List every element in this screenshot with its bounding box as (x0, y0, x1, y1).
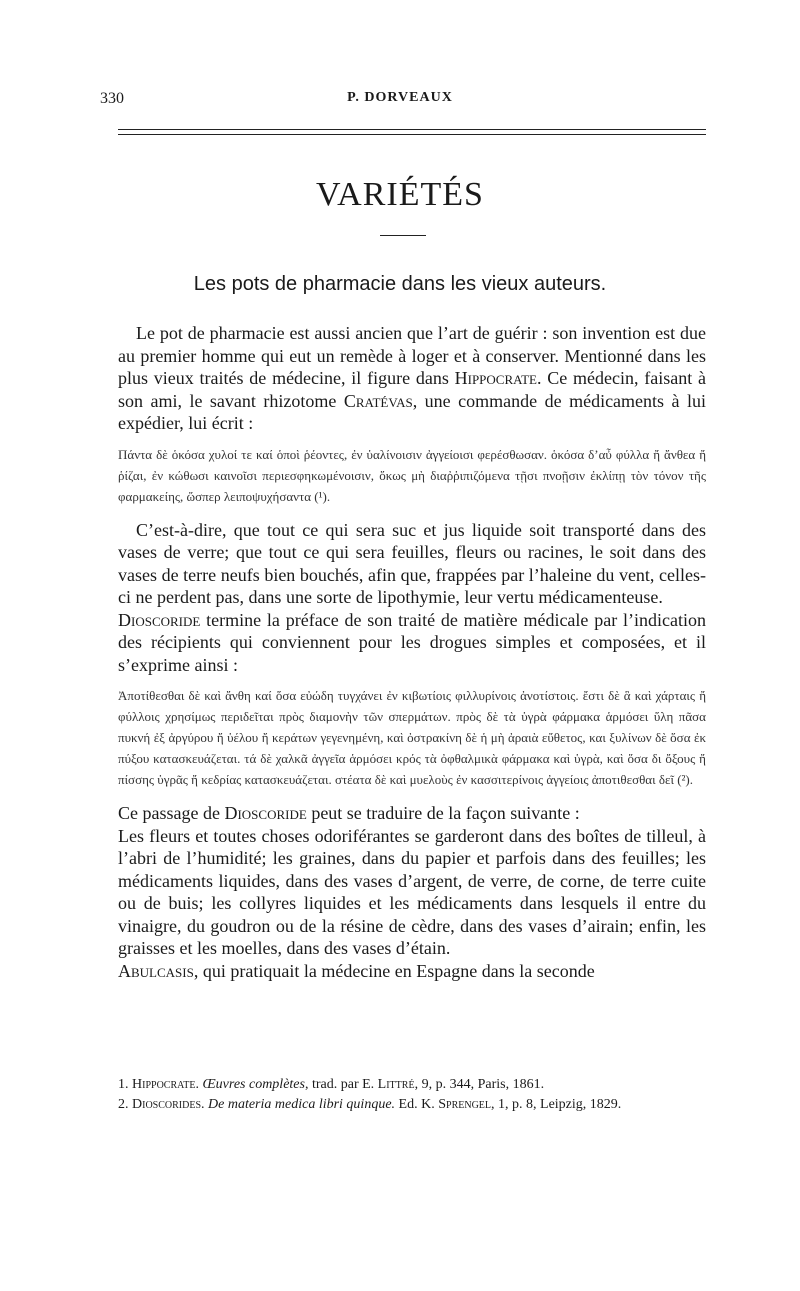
paragraph-abulcasis (118, 960, 706, 983)
paragraph-translation-1: C’est-à-dire, que tout ce qui sera suc et jus liquide soit transporté dans des vases de verre; que tout ce qui sera feuilles, fleurs ou racines, le soit dans des vases de terre neufs bien bouchés, afin que, frappées par l’haleine du vent, celles-ci ne perdent pas, dans une sorte de lipothymie, leur vertu médicamenteuse. (118, 519, 706, 607)
text-span: peut se traduire de la façon suivante : (306, 803, 580, 823)
text-span: Ed. K. (395, 1097, 439, 1112)
title-short-rule (380, 235, 426, 236)
name-dioscoride: Dioscoride (118, 609, 201, 630)
footnote-title: Œuvres complètes (202, 1077, 305, 1092)
text-span: . Ce médecin, faisant à son ami, le savant rhizotome (118, 368, 707, 411)
name-abulcasis: Abulcasis (118, 960, 194, 981)
name-hippocrate: Hippocrate (454, 368, 537, 388)
article-body (118, 322, 706, 982)
greek-quote-dioscoride: Ἀποτίθεσθαι δὲ καὶ ἄνθη καί ὅσα εὐώδη τυγχάνει ἐν κιβωτίοις φιλλυρίνοις ἀνοτίστοις. ἔστι δὲ ἃ καὶ χάρταις ἤ φύλλοις χρησίμως περιδεῖται πρὸς διαμονὴν τῶν σπερμάτων. πρὸς δὲ τὰ ὑγρὰ φάρμακα ἁρμόσει ὕλη πᾶσα πυκνή ἐξ ἀργύρου ἤ ὑέλου ἤ κεράτων γεγενημένη, καὶ ὀστρακίνη δὲ ἡ μὴ ἀραιὰ εὔθετος, και ξυλίνων δὲ ὅσα ἐκ πύξου κατασκευάζεται. τά δὲ χαλκᾶ ἀγγεῖα ἁρμόσει κρός τὰ ὀφθαλμικὰ φάρμακα καὶ ὑγρὰ, καὶ ὅσα δι ὄξους ἤ πίσσης ὑγρᾶς ἤ κεδρίας κατασκευάζεται. στέατα δὲ καὶ μυελοὺς ἐν κασσιτερίνοις ἀγγείοις ἀποτιθεσθαι δεῖ (²). (118, 688, 706, 787)
text-span: termine la préface de son traité de matière médicale par l’indication des récipients qui conviennent pour les drogues simples et composées, et il s’exprime ainsi : (118, 609, 706, 675)
running-title: P. DORVEAUX (347, 90, 453, 105)
text-span: Ce passage de (118, 803, 225, 823)
paragraph-translation-2: Les fleurs et toutes choses odoriférantes se garderont dans des boîtes de tilleul, à l’abri de l’humidité; les graines, dans du papier et parfois dans des feuilles; les médicaments liquides, dans des vases d’argent, de verre, de corne, de terre cuite ou de buis; les collyres liquides et les médicaments dans lesquels il entre du vinaigre, du goudron ou de la résine de cèdre, dans des vases d’airain; enfin, les graisses et les moelles, dans des vases d’étain. (118, 825, 706, 958)
text-span: , 9, p. 344, Paris, 1861. (414, 1077, 545, 1092)
footnote-author: Dioscorides. (132, 1097, 205, 1112)
text-span: , 1, p. 8, Leipzig, 1829. (491, 1097, 622, 1112)
text-span: , trad. par E. (304, 1077, 378, 1092)
paragraph-passage-intro (118, 802, 706, 825)
footnote-editor: Littré (377, 1077, 415, 1092)
article-title: Les pots de pharmacie dans les vieux auteurs. (193, 273, 607, 295)
footnote-author: Hippocrate. (132, 1077, 199, 1092)
paragraph-dioscoride-intro (118, 609, 706, 677)
text-span: , une commande de médicaments à lui expédier, lui écrit : (118, 390, 706, 433)
text-span: , qui pratiquait la médecine en Espagne dans la seconde (193, 960, 595, 981)
footnote-1 (100, 1075, 706, 1095)
header-double-rule (118, 129, 706, 135)
footnote-editor: Sprengel (438, 1097, 492, 1112)
page-number: 330 (100, 90, 124, 107)
paragraph-intro (118, 322, 706, 435)
text-span: Le pot de pharmacie est aussi ancien que l’art de guérir : son invention est due au premier homme qui eut un remède à loger et à conserver. Mentionné dans les plus vieux traités de médecine, il figure dans (118, 323, 706, 388)
greek-quote-hippocrate: Πάντα δὲ ὁκόσα χυλοί τε καί ὁποὶ ῥέοντες, ἐν ὑαλίνοισιν ἀγγείοισι φερέσθωσαν. ὁκόσα δ’αὖ φύλλα ἤ ἄνθεα ἤ ῥίζαι, ἐν κώθωσι καινοῖσι περιεσφηκωμένοισιν, ὅκως μὴ διαῤῥιπιζόμενα τῇσι πνοῇσιν ἐκλίπῃ τὸν τόνον τῆς φαρμακείης, ὥσπερ λειποψυχήσαντα (¹). (118, 446, 706, 504)
footnote-number: 1. (118, 1077, 129, 1092)
name-cratevas: Cratévas (343, 390, 413, 411)
section-title: VARIÉTÉS (316, 176, 484, 213)
footnote-2 (100, 1095, 706, 1115)
footnote-title: De materia medica libri quinque. (208, 1097, 396, 1112)
name-dioscoride: Dioscoride (224, 803, 307, 823)
footnotes (100, 1075, 706, 1115)
footnote-number: 2. (118, 1097, 129, 1112)
running-header (100, 90, 700, 110)
